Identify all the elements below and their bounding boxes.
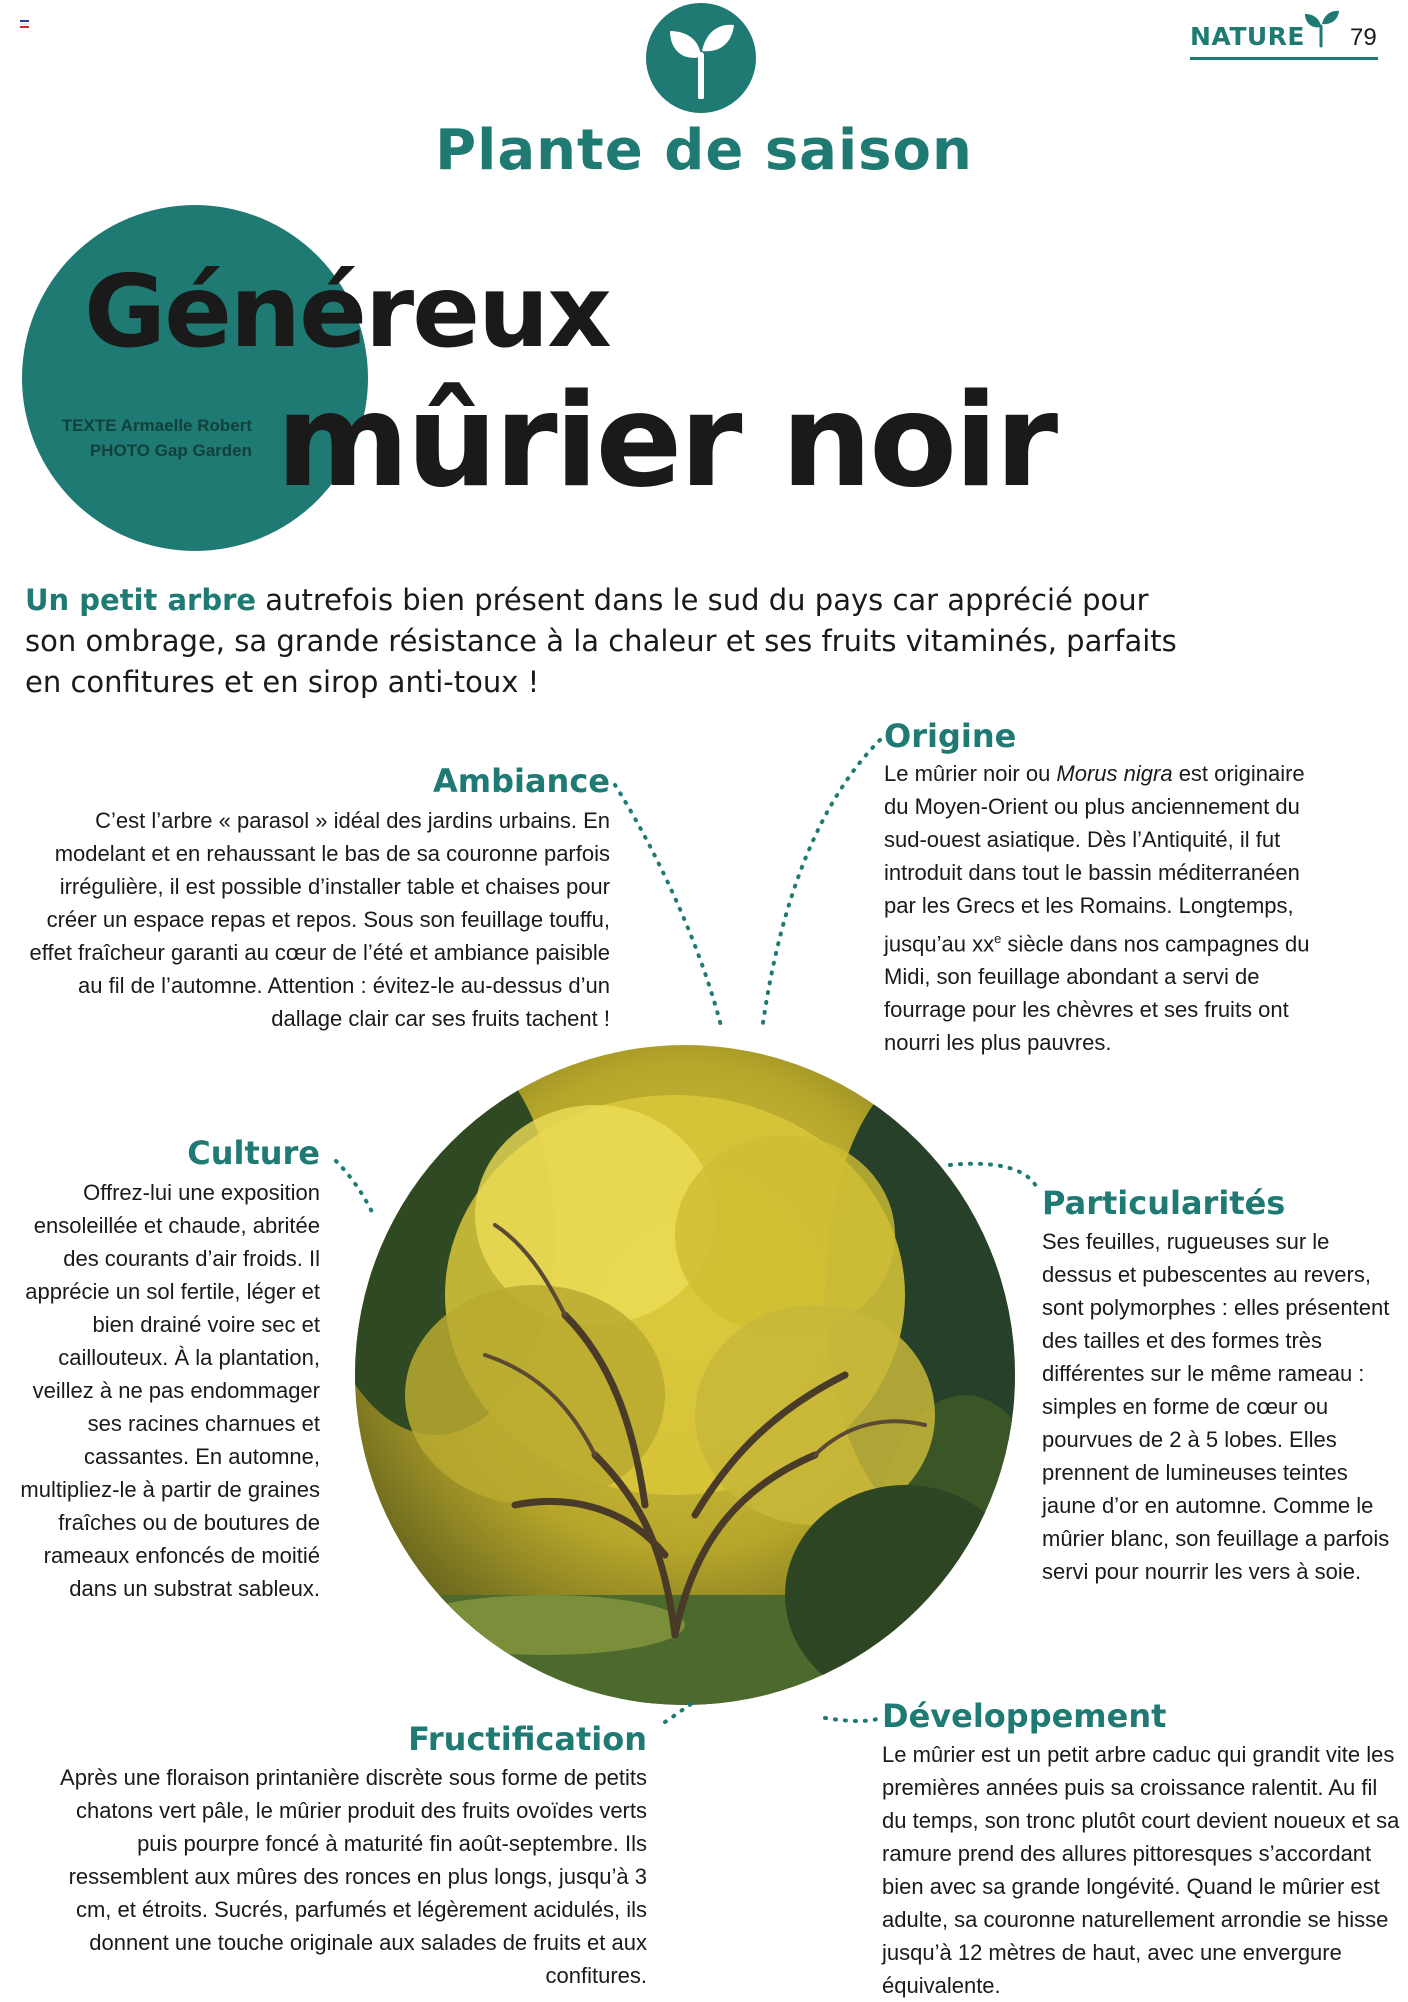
origine-latin-name: Morus nigra	[1056, 761, 1173, 786]
developpement-text: Le mûrier est un petit arbre caduc qui grandit vite les premières années puis sa croissance ralentit. Au fil du temps, son tronc plutôt court devient noueux et sa ramure prend des allures pittoresques s’accordant bien avec sa grande longévité. Quand le mûrier est adulte, sa couronne naturellement arrondie se hisse jusqu’à 12 mètres de haut, avec une envergure équivalente.	[882, 1742, 1400, 1998]
ambiance-text: C’est l’arbre « parasol » idéal des jardins urbains. En modelant et en rehaussant le bas de sa couronne parfois irrégulière, il est possible d’installer table et chaises pour créer un espace repas et repos. Sous son feuillage touffu, effet fraîcheur garanti au cœur de l’été et ambiance paisible au fil de l’automne. Attention : évitez-le au-dessus d’un dallage clair car ses fruits tachent !	[29, 808, 610, 1031]
origine-century-sup: e	[994, 931, 1002, 946]
kicker-title: Plante de saison	[435, 118, 973, 183]
ambiance-heading: Ambiance	[432, 762, 610, 800]
origine-text	[884, 757, 1324, 1059]
origine-text-part: est originaire du Moyen-Orient ou plus anciennement du sud-ouest asiatique. Dès l’Antiquité, il fut introduit dans tout le bassin méditerranéen par les Grecs et les Romains. Longtemps, jusqu’au	[884, 761, 1305, 957]
developpement-heading: Développement	[882, 1697, 1167, 1735]
particularites-heading: Particularités	[1042, 1184, 1286, 1222]
credits-text: TEXTE Armaelle Robert	[61, 416, 252, 435]
fructification-heading: Fructification	[408, 1720, 647, 1758]
particularites-text: Ses feuilles, rugueuses sur le dessus et pubescentes au revers, sont polymorphes : elles présentent des tailles et des formes très différentes sur le même rameau : simples en forme de cœur ou pourvues de 2 à 5 lobes. Elles prennent de lumineuses teintes jaune d’or en automne. Comme le mûrier blanc, son feuillage a parfois servi pour nourrir les vers à soie.	[1042, 1229, 1390, 1584]
lead-strong: Un petit arbre	[25, 583, 257, 617]
origine-text-part: Le mûrier noir ou	[884, 761, 1057, 786]
page-number: 79	[1350, 24, 1377, 51]
credits-photo: PHOTO Gap Garden	[89, 441, 252, 460]
culture-heading: Culture	[187, 1134, 320, 1172]
lead-rest: autrefois bien présent dans le sud du pays car apprécié pour son ombrage, sa grande résistance à la chaleur et ses fruits vitaminés, parfaits en confitures et en sirop anti-toux !	[25, 583, 1177, 699]
origine-heading: Origine	[884, 717, 1017, 755]
culture-text: Offrez-lui une exposition ensoleillée et chaude, abritée des courants d’air froids. Il apprécie un sol fertile, léger et bien drainé voire sec et caillouteux. À la plantation, veillez à ne pas endommager ses racines charnues et cassantes. En automne, multipliez-le à partir de graines fraîches ou de boutures de rameaux enfoncés de moitié dans un substrat sableux.	[20, 1180, 320, 1601]
section-label: NATURE	[1190, 22, 1306, 51]
origine-century: xx	[972, 931, 995, 957]
title-line-1: Généreux	[84, 253, 610, 370]
fructification-text: Après une floraison printanière discrète sous forme de petits chatons vert pâle, le mûrier produit des fruits ovoïdes verts puis pourpre foncé à maturité fin août-septembre. Ils ressemblent aux mûres des ronces en plus longs, jusqu’à 3 cm, et étroits. Sucrés, parfumés et légèrement acidulés, ils donnent une touche originale aux salades de fruits et aux confitures.	[60, 1765, 647, 1988]
title-line-2: mûrier noir	[276, 367, 1056, 516]
origine-text-part: siècle dans nos campagnes du Midi, son feuillage abondant a servi de fourrage pour les chèvres et ses fruits ont nourri les plus pauvres.	[884, 931, 1310, 1056]
